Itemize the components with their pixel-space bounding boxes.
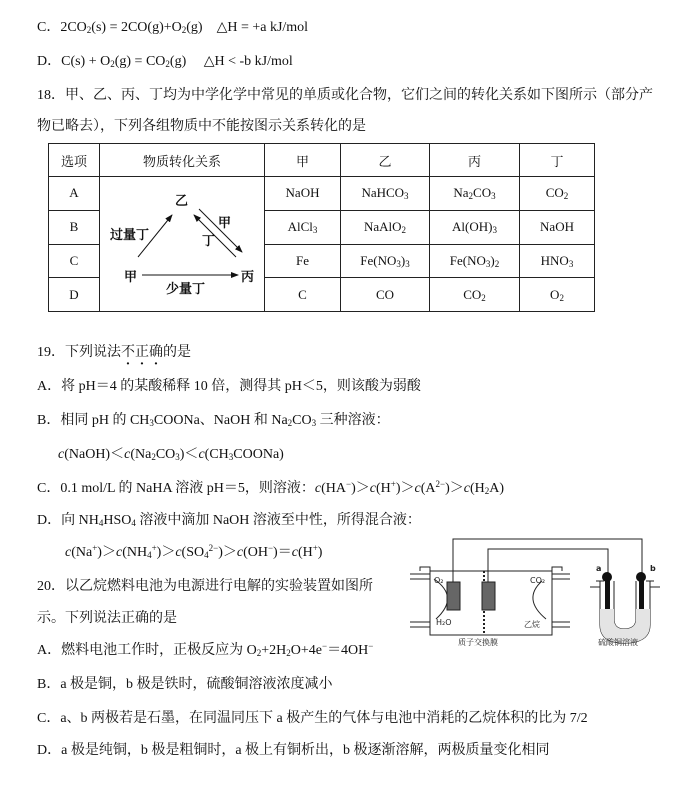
text-fragment: CO [292, 413, 312, 428]
header-bing: 丙 [430, 144, 520, 177]
header-jia: 甲 [265, 144, 341, 177]
text-fragment: 3 [311, 418, 317, 428]
q19-option-a: A．将 pH＝4 的某酸稀释 10 倍，测得其 pH＜5，则该酸为弱酸 [37, 379, 421, 394]
cell-jia [265, 278, 341, 312]
text-fragment: COONa) [233, 447, 284, 462]
text-fragment: AlCl [287, 219, 313, 235]
text-fragment: NaAlO [363, 219, 402, 235]
text-fragment: c [124, 447, 131, 462]
text-fragment: C．2CO [37, 20, 87, 35]
electrolysis-apparatus-figure [410, 537, 682, 647]
cell-jia [265, 177, 341, 211]
text-fragment: )＝ [273, 545, 292, 560]
label-electrode-b: b [650, 564, 656, 573]
node-yi: 乙 [175, 194, 189, 209]
text-fragment: 3 [405, 258, 410, 269]
text-fragment: HSO [103, 513, 132, 528]
row-option: D [49, 278, 100, 312]
text-fragment: (A [420, 481, 436, 496]
text-fragment: 2 [110, 59, 115, 69]
text-fragment: + [390, 479, 396, 489]
text-fragment: NaHCO [361, 185, 405, 201]
label-electrolyte: 硫酸铜溶液 [598, 638, 638, 647]
text-fragment: 3 [396, 258, 401, 269]
text-fragment: 3 [228, 452, 234, 462]
text-fragment: c [314, 481, 322, 496]
text-fragment: 4 [131, 518, 136, 528]
q20-option-b: B．a 极是铜，b 极是铁时，硫酸铜溶液浓度减小 [37, 677, 333, 692]
text-fragment: CO [545, 185, 564, 201]
text-fragment: (g) △H = +a kJ/mol [186, 20, 309, 35]
cell-bing [430, 278, 520, 312]
text-fragment: c [236, 545, 244, 560]
text-fragment: 3 [492, 225, 497, 236]
text-fragment: − [321, 641, 328, 651]
cell-jia [265, 210, 341, 244]
text-fragment: 2 [468, 191, 474, 202]
node-jia: 甲 [124, 270, 138, 285]
text-fragment: ＝4OH [327, 643, 369, 658]
node-bing: 丙 [241, 270, 255, 285]
label-little-ding: 少量丁 [166, 282, 206, 297]
cell-yi [341, 278, 430, 312]
text-fragment: 2 [563, 191, 569, 202]
text-fragment: 2 [559, 292, 564, 303]
text-fragment: D．C(s) + O [37, 54, 111, 69]
text-fragment: + [92, 543, 98, 553]
text-fragment: + [312, 543, 318, 553]
text-fragment: c [115, 545, 123, 560]
text-fragment: (s) = 2CO(g)+O [91, 20, 182, 35]
cell-ding [520, 210, 595, 244]
header-yi: 乙 [341, 144, 430, 177]
text-fragment: (CH [204, 447, 229, 462]
q18-table [48, 143, 595, 312]
text-fragment: 三种溶液： [316, 413, 390, 428]
text-fragment: Fe [296, 252, 309, 268]
row-option: C [49, 244, 100, 278]
cell-yi [341, 210, 430, 244]
text-fragment: 3 [568, 258, 574, 269]
q18-stem-line1: 18．甲、乙、丙、丁均为中学化学中常见的单质或化合物，它们之间的转化关系如下图所示（部分产 [37, 88, 653, 103]
conversion-diagram [100, 177, 265, 312]
text-fragment: (H [297, 545, 313, 560]
negative-electrode [482, 582, 495, 610]
text-fragment: )＞ [156, 545, 176, 560]
header-option: 选项 [49, 144, 100, 177]
q18-stem-line2: 物已略去），下列各组物质中不能按图示关系转化的是 [37, 119, 366, 134]
q19-option-c [37, 480, 504, 498]
text-fragment: − [368, 641, 374, 651]
q19-option-b [37, 412, 390, 430]
text-fragment: 3 [404, 191, 409, 202]
text-fragment: (g) △H < -b kJ/mol [169, 54, 293, 69]
q20-option-a [37, 642, 373, 660]
text-fragment: c [463, 481, 470, 496]
text-fragment: (OH [243, 545, 268, 560]
q17-option-c [37, 19, 308, 37]
cell-ding [520, 278, 595, 312]
q20-option-d: D．a 极是纯铜，b 极是粗铜时，a 极上有铜析出，b 极逐渐溶解，两极质量变化相同 [37, 743, 550, 758]
text-fragment: 2 [494, 258, 500, 269]
text-fragment: − [267, 543, 274, 553]
conversion-diagram-svg [100, 177, 264, 311]
text-fragment: COONa、NaOH 和 Na [153, 413, 288, 428]
text-fragment: c [291, 545, 298, 560]
wire-to-b [453, 539, 642, 582]
text-fragment: CO [375, 286, 395, 302]
cell-jia [265, 244, 341, 278]
text-fragment: HNO [540, 252, 569, 268]
cell-bing [430, 177, 520, 211]
label-o2: O₂ [434, 576, 444, 585]
text-fragment: 2 [481, 292, 486, 303]
header-ding: 丁 [520, 144, 595, 177]
text-fragment: 确 [149, 345, 163, 360]
text-fragment: 4 [147, 550, 152, 560]
ethane-flow-arrow [533, 581, 546, 619]
text-fragment: c [175, 545, 182, 560]
text-fragment: 4 [204, 550, 209, 560]
wire-to-a [488, 549, 608, 582]
text-fragment: Al(OH) [452, 219, 493, 235]
text-fragment: 2 [484, 486, 490, 496]
text-fragment: )＜ [179, 447, 199, 462]
text-fragment: (NH [122, 545, 148, 560]
cell-bing [430, 244, 520, 278]
text-fragment: 2 [86, 25, 92, 35]
text-fragment: 3 [312, 225, 318, 236]
q20-stem-line1: 20．以乙烷燃料电池为电源进行电解的实验装置如图所 [37, 579, 373, 594]
text-fragment: Fe(NO [449, 252, 486, 268]
cell-yi [341, 244, 430, 278]
cell-ding [520, 177, 595, 211]
text-fragment: )＞ [351, 481, 370, 496]
text-fragment: c [414, 481, 421, 496]
q19-option-d-expression [65, 544, 322, 562]
text-fragment: B．相同 pH 的 CH [37, 413, 150, 428]
text-fragment: C．0.1 mol/L 的 NaHA 溶液 pH＝5，则溶液： [37, 481, 315, 496]
text-fragment: (HA [321, 481, 347, 496]
cell-yi [341, 177, 430, 211]
table-header-row [49, 144, 595, 177]
text-fragment: )＞ [97, 545, 116, 560]
text-fragment: NaOH [285, 185, 320, 201]
text-fragment: (H [376, 481, 391, 496]
q20-option-c: C．a、b 两极若是石墨，在同温同压下 a 极产生的气体与电池中消耗的乙烷体积的比为 7/2 [37, 711, 588, 726]
text-fragment: (Na [71, 545, 93, 560]
label-arrow-ding: 丁 [202, 234, 216, 249]
text-fragment: CO [463, 286, 482, 302]
text-fragment: 3 [485, 258, 491, 269]
text-fragment: Na [453, 185, 469, 201]
text-fragment: 2 [286, 648, 291, 658]
text-fragment: A．燃料电池工作时，正极反应为 O [37, 643, 257, 658]
text-fragment: ) [400, 252, 406, 268]
text-fragment: Fe(NO [360, 252, 397, 268]
text-fragment: − [346, 479, 352, 489]
label-ethane: 乙烷 [524, 620, 540, 629]
text-fragment: c [65, 545, 72, 560]
label-h2o: H₂O [436, 618, 452, 627]
text-fragment: 2 [401, 225, 407, 236]
text-fragment: 2 [151, 452, 156, 462]
o2-flow-arrow [434, 579, 448, 619]
positive-electrode [447, 582, 460, 610]
text-fragment: 2 [287, 418, 293, 428]
q17-option-d [37, 53, 293, 71]
q19-option-b-expression [58, 446, 284, 464]
label-membrane: 质子交换膜 [458, 638, 498, 647]
text-fragment: )＞ [218, 545, 237, 560]
text-fragment: 3 [175, 452, 180, 462]
text-fragment: O [550, 286, 560, 302]
label-co2: CO₂ [530, 576, 546, 585]
text-fragment: (H [470, 481, 485, 496]
text-fragment: (NaOH)＜ [64, 447, 125, 462]
text-fragment: 19．下列说法 [37, 345, 121, 360]
text-fragment: 2 [256, 648, 262, 658]
cell-bing [430, 210, 520, 244]
text-fragment: )＞ [445, 481, 464, 496]
text-fragment: O+4e [290, 643, 322, 658]
label-arrow-jia: 甲 [218, 216, 232, 231]
text-fragment: c [198, 447, 205, 462]
text-fragment: D．向 NH [37, 513, 99, 528]
text-fragment: (g) = CO [114, 54, 166, 69]
table-row [49, 177, 595, 211]
text-fragment: ) [490, 252, 495, 268]
text-fragment: 正 [135, 345, 149, 360]
text-fragment: ) [317, 545, 323, 560]
text-fragment: 溶液中滴加 NaOH 溶液至中性，所得混合液： [135, 513, 421, 528]
text-fragment: c [58, 447, 65, 462]
q19-option-d [37, 512, 421, 530]
text-fragment: A) [489, 481, 505, 496]
text-fragment: C [298, 286, 307, 302]
text-fragment: (SO [181, 545, 205, 560]
text-fragment: 的是 [163, 345, 191, 360]
text-fragment: 3 [491, 191, 496, 202]
text-fragment: 2− [208, 543, 219, 553]
cell-ding [520, 244, 595, 278]
header-relation: 物质转化关系 [100, 144, 265, 177]
row-option: A [49, 177, 100, 211]
text-fragment: 2− [435, 479, 446, 489]
label-electrode-a: a [596, 564, 602, 573]
text-fragment: CO [155, 447, 176, 462]
label-excess-ding: 过量丁 [110, 228, 150, 243]
text-fragment: + [151, 543, 157, 553]
text-fragment: 3 [149, 418, 154, 428]
q20-stem-line2: 示。下列说法正确的是 [37, 611, 177, 626]
text-fragment: 2 [181, 25, 187, 35]
text-fragment: NaOH [540, 219, 574, 235]
text-fragment: 2 [165, 59, 170, 69]
text-fragment: 不 [121, 345, 135, 360]
row-option: B [49, 210, 100, 244]
text-fragment: (Na [130, 447, 152, 462]
text-fragment: c [369, 481, 376, 496]
text-fragment: +2H [261, 643, 287, 658]
text-fragment: CO [473, 185, 492, 201]
q19-stem [37, 344, 191, 362]
text-fragment: )＞ [395, 481, 415, 496]
text-fragment: 4 [98, 518, 104, 528]
